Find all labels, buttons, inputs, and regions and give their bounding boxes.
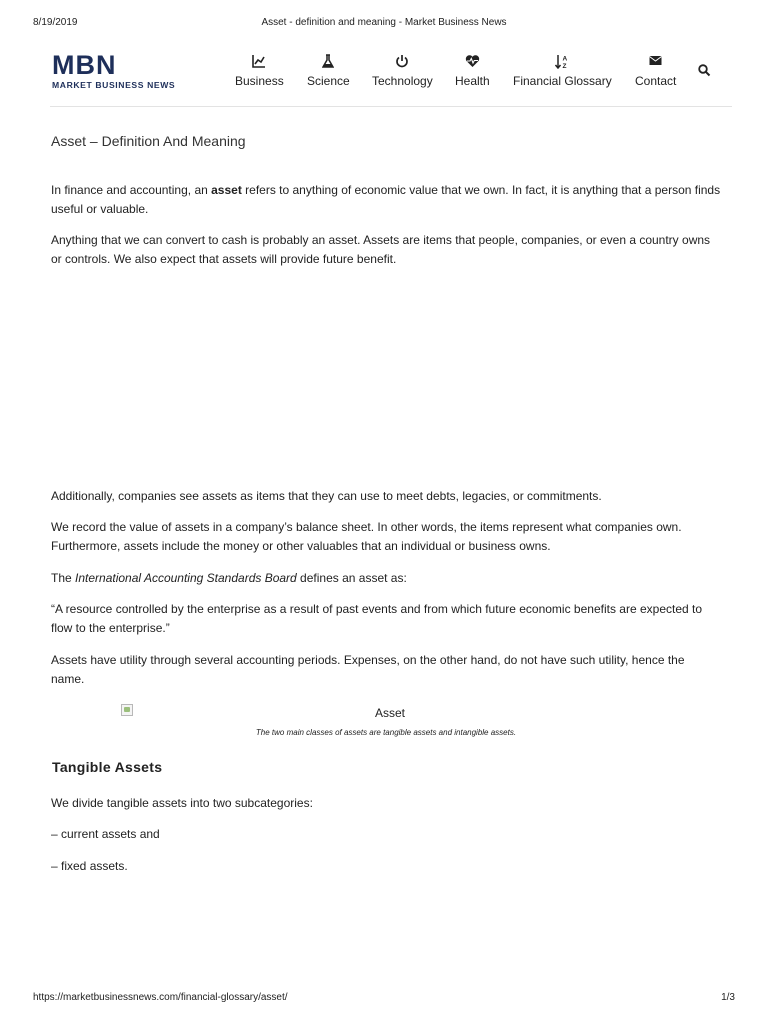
paragraph-utility: Assets have utility through several accounting periods. Expenses, on the other hand, do not have such utility, hence the name. — [51, 653, 685, 686]
nav-item-science[interactable] — [307, 54, 350, 88]
nav-item-label: Contact — [635, 74, 677, 88]
quote-definition: “A resource controlled by the enterprise as a result of past events and from which future economic benefits are expected to flow to the enterprise.” — [51, 602, 703, 635]
svg-text:A: A — [562, 55, 568, 63]
text-run: defines an asset as: — [296, 571, 407, 585]
list-item-fixed-assets: – fixed assets. — [51, 859, 128, 873]
power-icon — [372, 54, 433, 70]
site-logo[interactable] — [52, 52, 202, 90]
asset-figure — [51, 704, 721, 740]
nav-item-label: Science — [307, 74, 350, 88]
logo-mark: MBN — [52, 50, 117, 80]
iasb-name: International Accounting Standards Board — [75, 571, 297, 585]
nav-item-health[interactable] — [455, 54, 490, 88]
section-heading-tangible-assets: Tangible Assets — [52, 759, 163, 775]
paragraph-subcategories: We divide tangible assets into two subcategories: — [51, 796, 313, 810]
nav-item-financial-glossary[interactable] — [513, 54, 612, 88]
envelope-icon — [635, 54, 676, 70]
print-date: 8/19/2019 — [33, 17, 78, 28]
page-number: 1/3 — [721, 992, 735, 1003]
search-icon — [698, 64, 711, 81]
nav-item-contact[interactable] — [635, 54, 676, 88]
heartbeat-icon — [455, 54, 490, 70]
nav-item-label: Health — [455, 74, 490, 88]
paragraph-debts: Additionally, companies see assets as items that they can use to meet debts, legacies, or commitments. — [51, 489, 602, 503]
nav-item-business[interactable] — [235, 54, 284, 88]
nav-item-label: Technology — [372, 74, 433, 88]
nav-item-label: Business — [235, 74, 284, 88]
image-caption: The two main classes of assets are tangible assets and intangible assets. — [255, 728, 517, 737]
keyword-asset: asset — [211, 183, 242, 197]
print-url: https://marketbusinessnews.com/financial-glossary/asset/ — [33, 992, 288, 1003]
article-title: Asset – Definition And Meaning — [51, 133, 246, 149]
chart-line-icon — [235, 54, 284, 70]
svg-text:Z: Z — [562, 63, 567, 69]
search-button[interactable] — [698, 64, 712, 78]
sort-alpha-icon — [513, 54, 612, 70]
logo-subtitle: MARKET BUSINESS NEWS — [52, 80, 176, 90]
paragraph-balance-sheet: We record the value of assets in a company’s balance sheet. In other words, the items represent what companies own. Furthermore, assets include the money or other valuables that an individual or business owns. — [51, 520, 682, 553]
image-alt-text: Asset — [374, 706, 405, 720]
paragraph-convert-to-cash: Anything that we can convert to cash is probably an asset. Assets are items that people, companies, or even a country owns or controls. We also expect that assets will provide future benefit. — [51, 233, 711, 266]
paragraph-iasb — [51, 569, 721, 588]
nav-item-technology[interactable] — [372, 54, 433, 88]
text-run: In finance and accounting, an — [51, 183, 212, 197]
print-header — [0, 17, 768, 31]
text-run: The — [51, 571, 76, 585]
flask-icon — [307, 54, 350, 70]
print-document-title: Asset - definition and meaning - Market Business News — [261, 17, 507, 28]
text-run: refers to anything of economic value that we own. In fact, it is anything that a person finds useful or valuable. — [51, 183, 721, 216]
site-header — [50, 48, 732, 107]
paragraph-intro — [51, 181, 721, 219]
list-item-current-assets: – current assets and — [51, 827, 160, 841]
nav-item-label: Financial Glossary — [513, 74, 612, 88]
